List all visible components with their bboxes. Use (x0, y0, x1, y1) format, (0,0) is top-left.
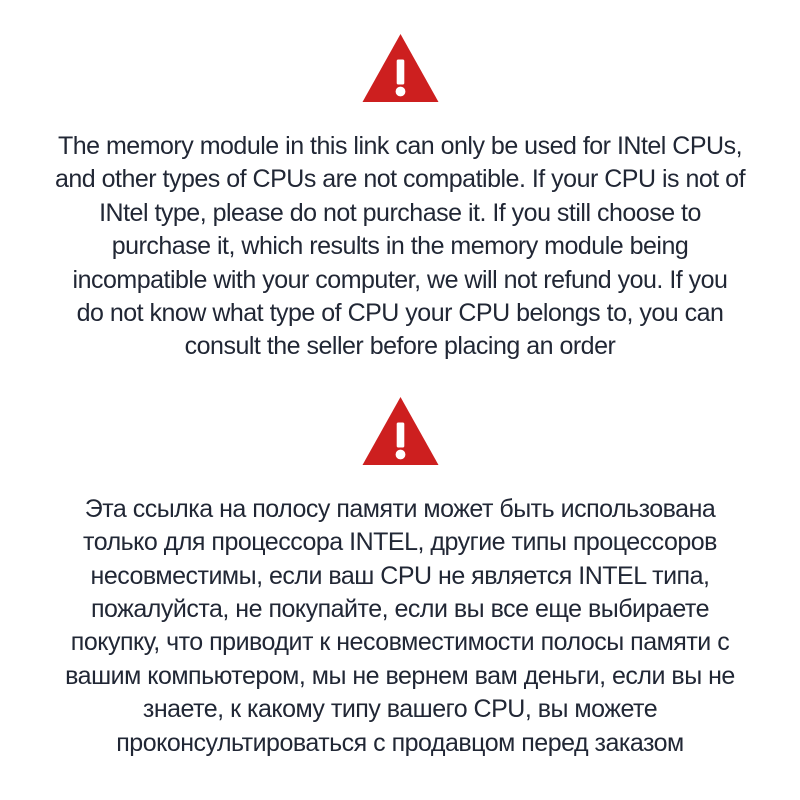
text-line: INtel type, please do not purchase it. If you still choose to (99, 198, 701, 227)
text-line: consult the seller before placing an order (184, 332, 616, 361)
text-line: purchase it, which results in the memory module being (111, 232, 689, 261)
text-line: несовместимы, если ваш CPU не является INTEL типа, (90, 561, 710, 590)
text-line: do not know what type of CPU your CPU belongs to, you can (76, 299, 724, 328)
text-line: пожалуйста, не покупайте, если вы все еще выбираете (91, 595, 709, 624)
warning-icon-top-wrap (0, 0, 800, 102)
text-line: проконсультироваться с продавцом перед заказом (116, 728, 684, 757)
english-warning-text (0, 130, 800, 364)
warning-triangle-icon (362, 34, 439, 102)
text-line: and other types of CPUs are not compatible. If your CPU is not of (54, 165, 746, 194)
text-line: Эта ссылка на полосу памяти может быть использована (84, 494, 716, 523)
text-line: знаете, к какому типу вашего CPU, вы можете (142, 695, 658, 724)
text-line: The memory module in this link can only be used for INtel CPUs, (57, 132, 743, 160)
text-line: incompatible with your computer, we will not refund you. If you (72, 265, 728, 294)
warning-triangle-icon (362, 397, 439, 465)
russian-warning-text (0, 493, 800, 760)
text-line: покупку, что приводит к несовместимости полосы памяти с (70, 628, 730, 657)
text-line: вашим компьютером, мы не вернем вам деньги, если вы не (65, 661, 735, 690)
text-line: только для процессора INTEL, другие типы процессоров (83, 528, 717, 557)
warning-icon-bottom-wrap (0, 364, 800, 465)
